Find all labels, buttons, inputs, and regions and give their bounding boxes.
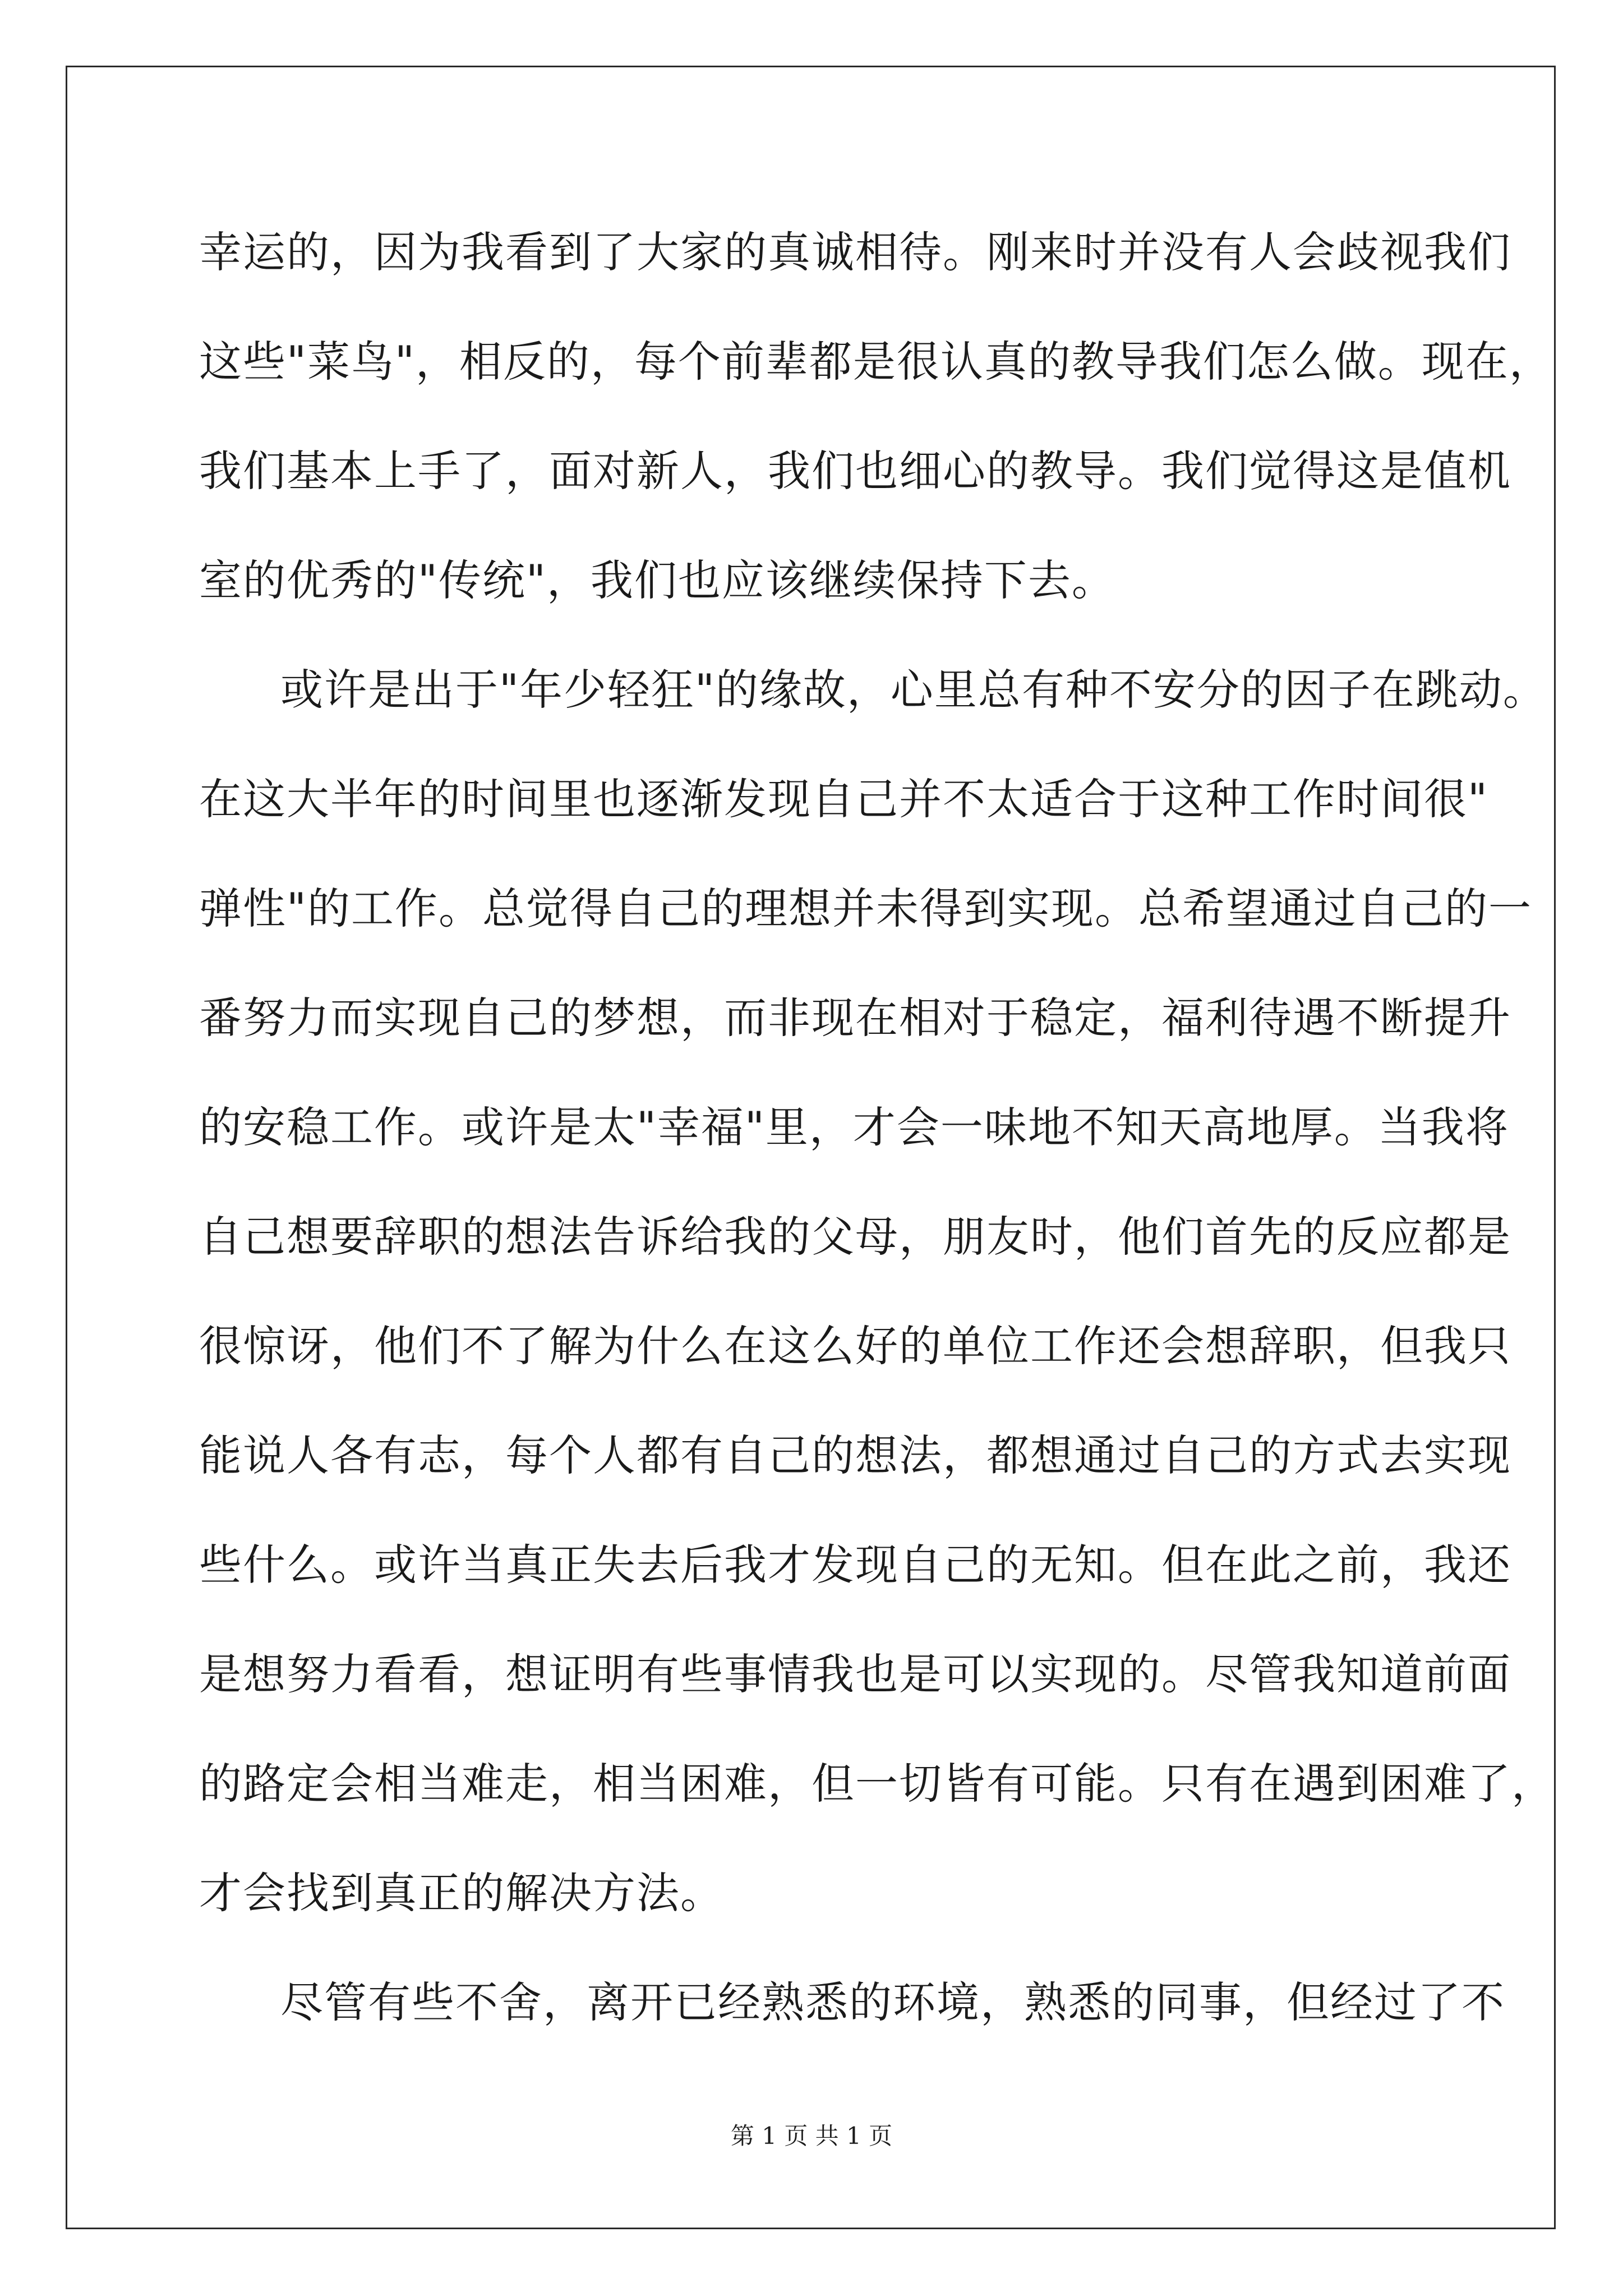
text-line: 的路定会相当难走，相当困难，但一切皆有可能。只有在遇到困难了， (199, 1759, 1555, 1809)
text-line: 幸运的，因为我看到了大家的真诚相待。刚来时并没有人会歧视我们 (199, 227, 1511, 277)
text-line: 我们基本上手了，面对新人，我们也细心的教导。我们觉得这是值机 (199, 446, 1511, 496)
text-line: 很惊讶，他们不了解为什么在这么好的单位工作还会想辞职，但我只 (199, 1321, 1511, 1371)
paragraph-first-line: 尽管有些不舍，离开已经熟悉的环境，熟悉的同事，但经过了不 (280, 1977, 1505, 2027)
text-line: 自己想要辞职的想法告诉给我的父母，朋友时，他们首先的反应都是 (199, 1212, 1511, 1262)
text-line: 这些"菜鸟"，相反的，每个前辈都是很认真的教导我们怎么做。现在， (199, 337, 1553, 386)
paragraph-first-line: 或许是出于"年少轻狂"的缘故，心里总有种不安分的因子在跳动。 (280, 665, 1547, 715)
text-line: 的安稳工作。或许是太"幸福"里，才会一味地不知天高地厚。当我将 (199, 1102, 1509, 1152)
text-line: 室的优秀的"传统"，我们也应该继续保持下去。 (199, 555, 1115, 605)
text-line: 在这大半年的时间里也逐渐发现自己并不太适合于这种工作时间很" (199, 774, 1488, 824)
text-line: 番努力而实现自己的梦想，而非现在相对于稳定，福利待遇不断提升 (199, 993, 1511, 1043)
text-line: 能说人各有志，每个人都有自己的想法，都想通过自己的方式去实现 (199, 1430, 1511, 1480)
text-line: 才会找到真正的解决方法。 (199, 1868, 724, 1918)
page-footer: 第 1 页 共 1 页 (730, 2122, 893, 2150)
text-line: 弹性"的工作。总觉得自己的理想并未得到实现。总希望通过自己的一 (199, 884, 1532, 933)
text-line: 是想努力看看，想证明有些事情我也是可以实现的。尽管我知道前面 (199, 1649, 1511, 1699)
text-line: 些什么。或许当真正失去后我才发现自己的无知。但在此之前，我还 (199, 1540, 1511, 1590)
document-body (199, 210, 1555, 2070)
